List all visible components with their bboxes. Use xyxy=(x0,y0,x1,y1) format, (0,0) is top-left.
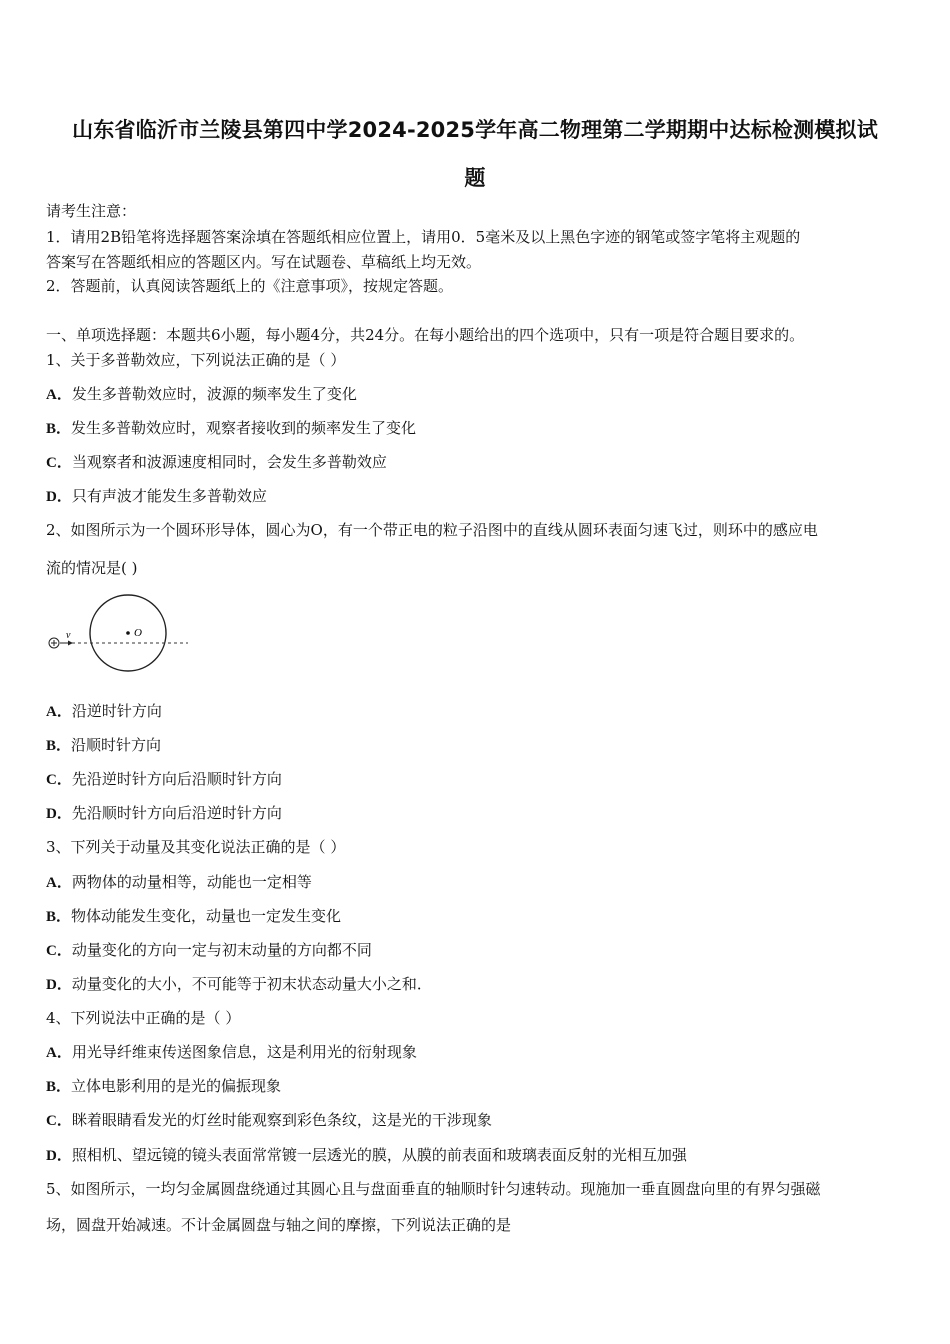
question-2-option-d: D．先沿顺时针方向后沿逆时针方向 xyxy=(46,804,282,822)
question-4-option-d: D．照相机、望远镜的镜头表面常常镀一层透光的膜，从膜的前表面和玻璃表面反射的光相互加强 xyxy=(46,1146,687,1164)
question-2-stem-a: 2、如图所示为一个圆环形导体，圆心为O，有一个带正电的粒子沿图中的直线从圆环表面匀速飞过，则环中的感应电 xyxy=(46,521,818,539)
question-1-stem: 1、关于多普勒效应，下列说法正确的是（ ） xyxy=(46,351,346,369)
center-label: O xyxy=(134,627,142,639)
exam-title-line2: 题 xyxy=(464,166,486,190)
question-3-option-c: C．动量变化的方向一定与初末动量的方向都不同 xyxy=(46,941,372,959)
notice-heading: 请考生注意： xyxy=(46,202,137,220)
notice-item-1a: 1．请用2B铅笔将选择题答案涂填在答题纸相应位置上，请用0．5毫米及以上黑色字迹的钢笔或签字笔将主观题的 xyxy=(46,228,801,246)
question-2-option-a: A．沿逆时针方向 xyxy=(46,702,162,720)
question-5-stem-b: 场，圆盘开始减速。不计金属圆盘与轴之间的摩擦，下列说法正确的是 xyxy=(46,1216,512,1234)
question-1-option-b: B．发生多普勒效应时，观察者接收到的频率发生了变化 xyxy=(46,419,417,437)
ring-conductor-figure xyxy=(44,586,194,678)
question-5-stem-a: 5、如图所示，一均匀金属圆盘绕通过其圆心且与盘面垂直的轴顺时针匀速转动。现施加一垂直圆盘向里的有界匀强磁 xyxy=(46,1180,821,1198)
notice-item-2: 2．答题前，认真阅读答题纸上的《注意事项》，按规定答题。 xyxy=(46,277,454,295)
question-2-option-c: C．先沿逆时针方向后沿顺时针方向 xyxy=(46,770,282,788)
question-2-stem-b: 流的情况是( ) xyxy=(46,559,138,577)
velocity-label: v xyxy=(66,630,71,641)
question-4-option-c: C．眯着眼睛看发光的灯丝时能观察到彩色条纹，这是光的干涉现象 xyxy=(46,1111,492,1129)
question-4-stem: 4、下列说法中正确的是（ ） xyxy=(46,1009,241,1027)
question-1-option-d: D．只有声波才能发生多普勒效应 xyxy=(46,487,267,505)
question-3-option-d: D．动量变化的大小，不可能等于初末状态动量大小之和． xyxy=(46,975,432,993)
section-heading: 一、单项选择题：本题共6小题，每小题4分，共24分。在每小题给出的四个选项中，只有一项是符合题目要求的。 xyxy=(46,326,805,344)
question-4-option-a: A．用光导纤维束传送图象信息，这是利用光的衍射现象 xyxy=(46,1043,417,1061)
question-1-option-a: A．发生多普勒效应时，波源的频率发生了变化 xyxy=(46,385,357,403)
question-3-option-a: A．两物体的动量相等，动能也一定相等 xyxy=(46,873,312,891)
question-1-option-c: C．当观察者和波源速度相同时，会发生多普勒效应 xyxy=(46,453,387,471)
center-point xyxy=(126,631,130,635)
question-3-stem: 3、下列关于动量及其变化说法正确的是（ ） xyxy=(46,838,346,856)
exam-title-line1: 山东省临沂市兰陵县第四中学2024-2025学年高二物理第二学期期中达标检测模拟试 xyxy=(72,118,878,142)
question-4-option-b: B．立体电影利用的是光的偏振现象 xyxy=(46,1077,282,1095)
question-2-option-b: B．沿顺时针方向 xyxy=(46,736,162,754)
notice-item-1b: 答案写在答题纸相应的答题区内。写在试题卷、草稿纸上均无效。 xyxy=(46,253,482,271)
question-3-option-b: B．物体动能发生变化，动量也一定发生变化 xyxy=(46,907,342,925)
